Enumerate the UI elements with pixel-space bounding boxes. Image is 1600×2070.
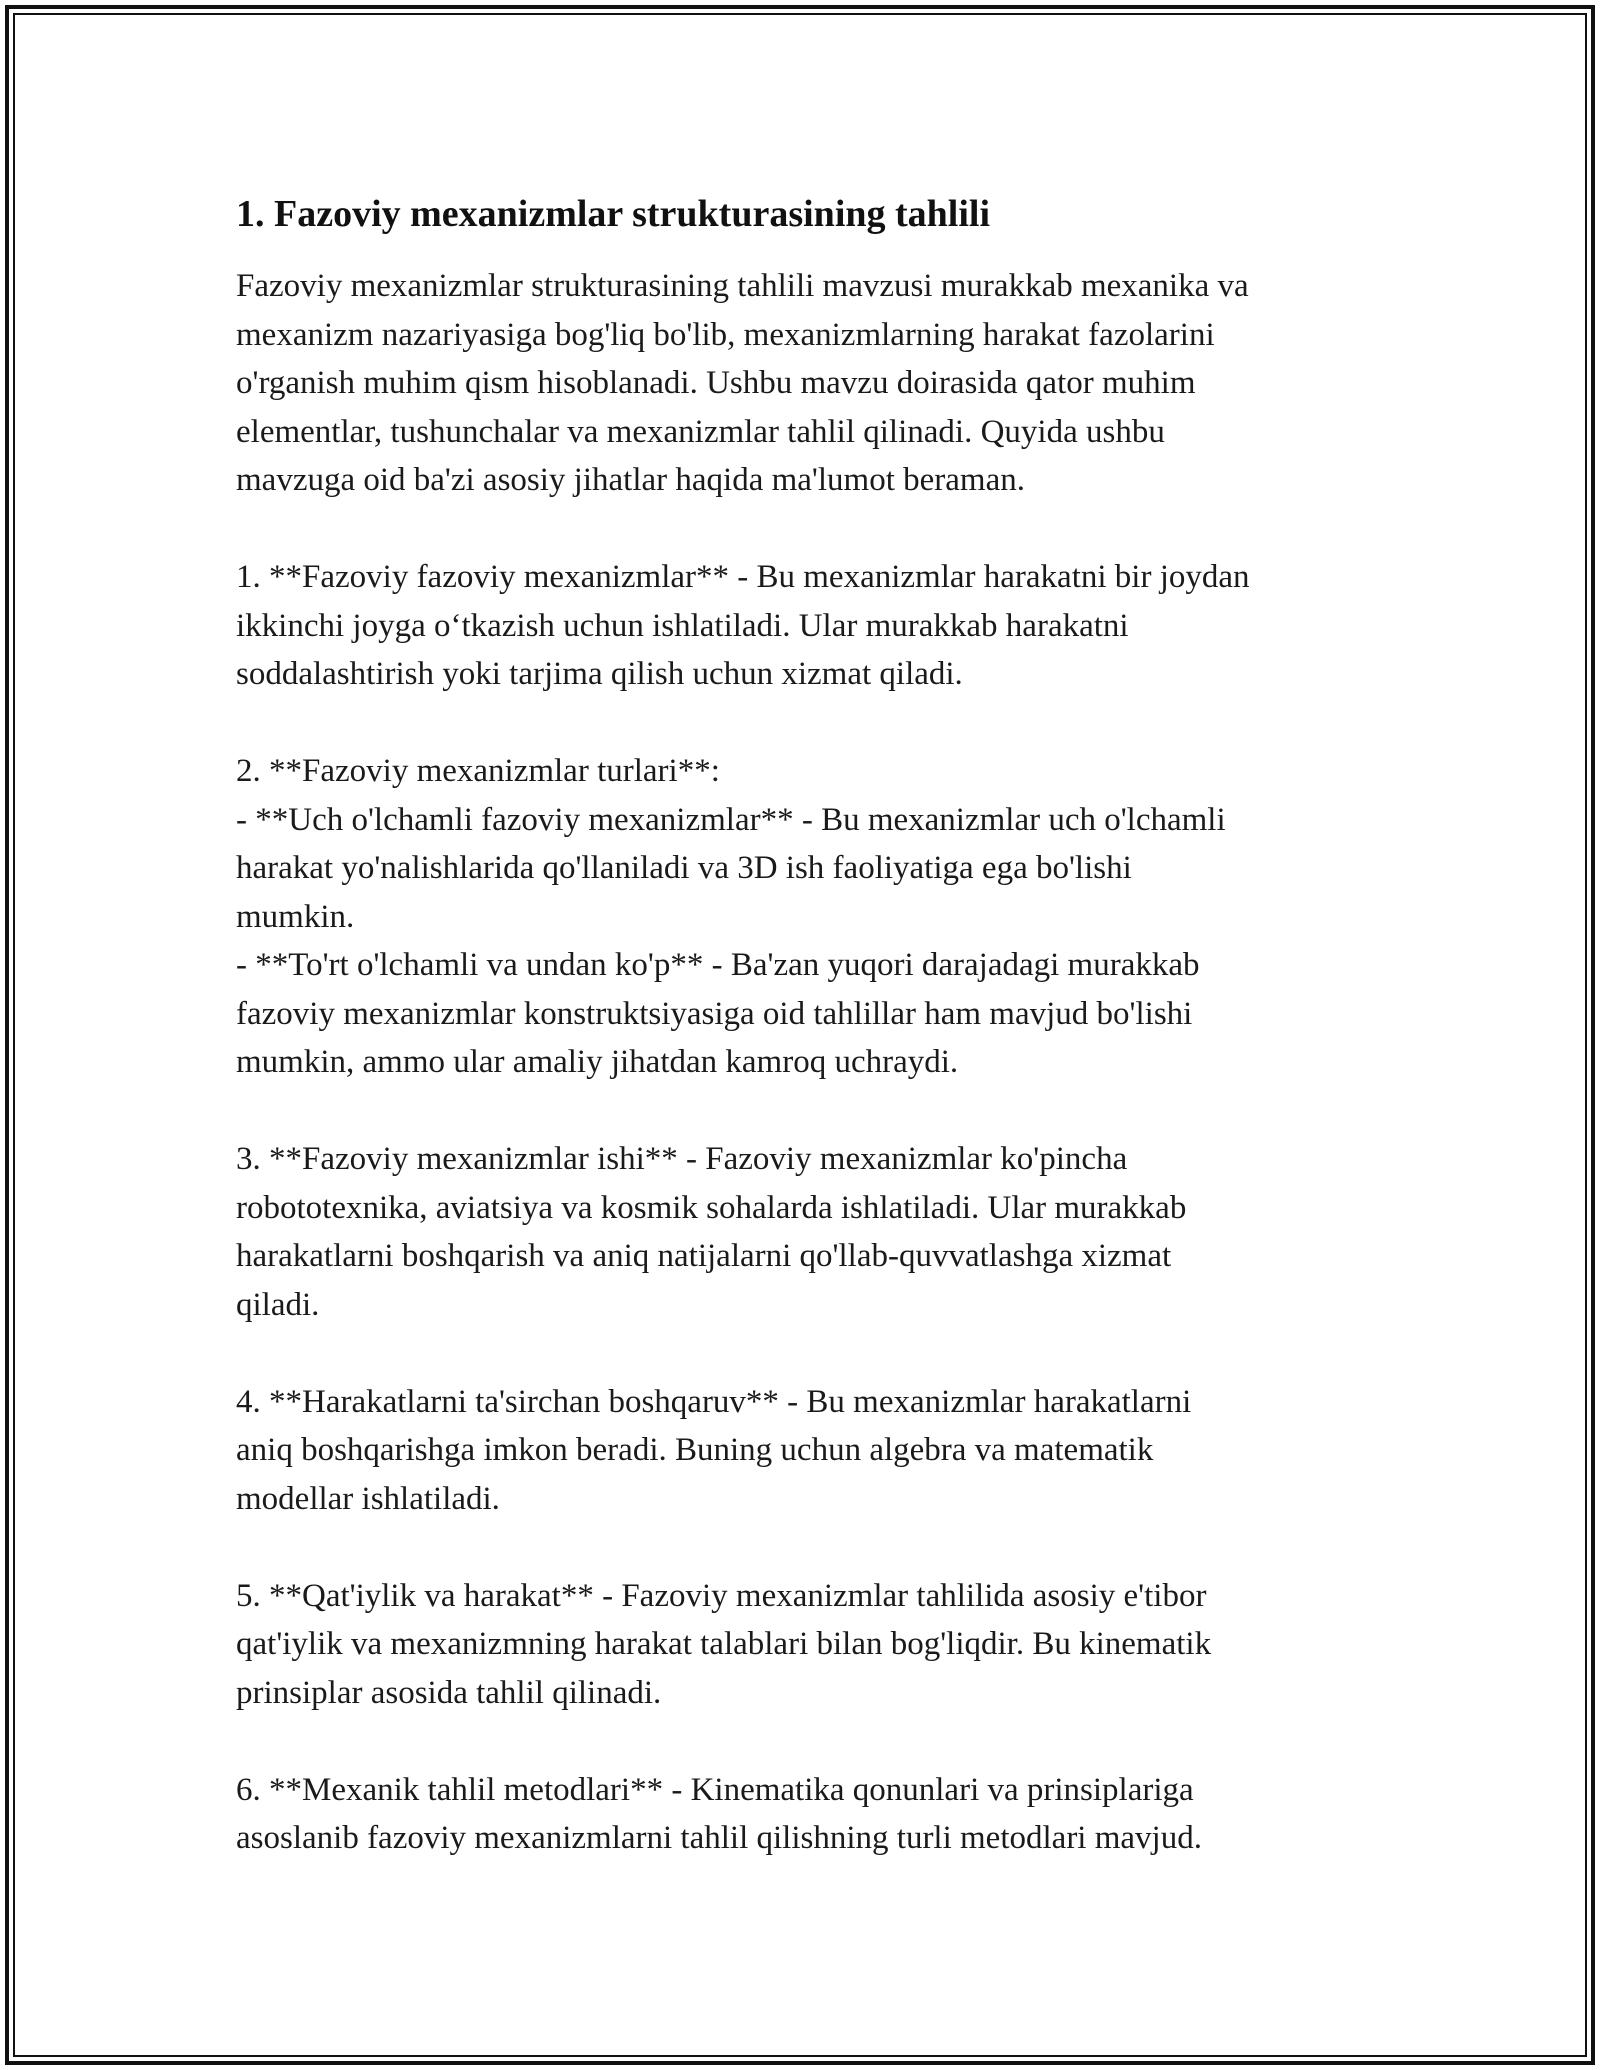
document-title: 1. Fazoviy mexanizmlar strukturasining tahlili	[236, 193, 991, 235]
paragraph-item-6: 6. **Mexanik tahlil metodlari** - Kinematika qonunlari va prinsiplariga asoslanib fazoviy mexanizmlarni tahlil qilishning turli metodlari mavjud.	[236, 1771, 1202, 1856]
paragraph-item-4: 4. **Harakatlarni ta'sirchan boshqaruv** - Bu mexanizmlar harakatlarni aniq boshqarishga imkon beradi. Buning uchun algebra va matematik modellar ishlatiladi.	[236, 1383, 1192, 1517]
paragraph-item-1: 1. **Fazoviy fazoviy mexanizmlar** - Bu mexanizmlar harakatni bir joydan ikkinchi joyga o‘tkazish uchun ishlatiladi. Ular murakkab harakatni soddalashtirish yoki tarjima qilish uchun xizmat qiladi.	[236, 559, 1250, 692]
paragraph-item-5: 5. **Qat'iylik va harakat** - Fazoviy mexanizmlar tahlilida asosiy e'tibor qat'iylik va mexanizmning harakat talablari bilan bog'liqdir. Bu kinematik prinsiplar asosida tahlil qilinadi.	[236, 1577, 1212, 1711]
paragraph-item-3: 3. **Fazoviy mexanizmlar ishi** - Fazoviy mexanizmlar ko'pincha robototexnika, aviatsiya va kosmik sohalarda ishlatiladi. Ular murakkab harakatlarni boshqarish va aniq natijalarni qo'llab-quvvatlashga xizmat qiladi.	[236, 1141, 1187, 1323]
document-body	[236, 188, 1386, 1863]
intro-paragraph: Fazoviy mexanizmlar strukturasining tahlili mavzusi murakkab mexanika va mexanizm nazariyasiga bog'liq bo'lib, mexanizmlarning harakat fazolarini o'rganish muhim qism hisoblanadi. Ushbu mavzu doirasida qator muhim elementlar, tushunchalar va mexanizmlar tahlil qilinadi. Quyida ushbu mavzuga oid ba'zi asosiy jihatlar haqida ma'lumot beraman.	[236, 268, 1249, 498]
paragraph-item-2: 2. **Fazoviy mexanizmlar turlari**: - **Uch o'lchamli fazoviy mexanizmlar** - Bu mexanizmlar uch o'lchamli harakat yo'nalishlarida qo'llaniladi va 3D ish faoliyatiga ega bo'lishi mumkin. - **To'rt o'lchamli va undan ko'p** - Ba'zan yuqori darajadagi murakkab fazoviy mexanizmlar konstruktsiyasiga oid tahlillar ham mavjud bo'lishi mumkin, ammo ular amaliy jihatdan kamroq uchraydi.	[236, 753, 1226, 1080]
